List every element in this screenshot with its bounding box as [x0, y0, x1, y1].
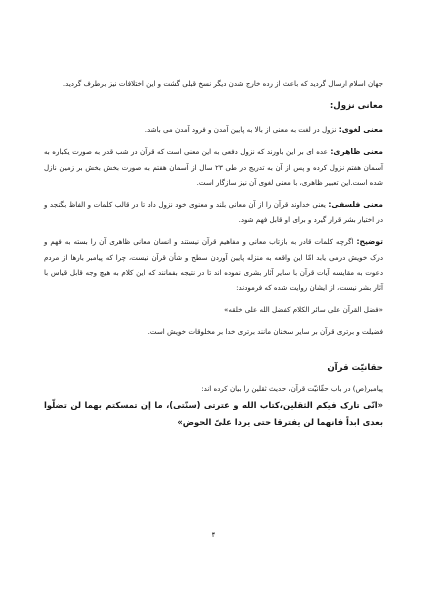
term-apparent: معنی ظاهری:	[330, 147, 383, 157]
apparent-meaning-text: عده ای بر این باورند که نزول دفعی به این معنی است که قرآن در شب قدر به صورت یکباره به آسمان هفتم نزول کرده و پس از آن به تدریج در طی ۲۳ سال از آسمان هفتم به صورت بخش بخش بر زمین نازل شده است.این تعبیر ظاهری، با معنی لغوی آن نیز سازگار است.	[44, 147, 384, 187]
page-content	[44, 76, 383, 431]
philosophical-meaning-paragraph	[44, 197, 383, 227]
virtue-paragraph: فضیلت و برتری قرآن بر سایر سخنان مانند برتری خدا بر مخلوقات خویش است.	[147, 327, 383, 337]
term-philosophical: معنی فلسفی:	[328, 200, 383, 210]
explanation-text: اگرچه کلمات قادر به بازتاب معانی و مفاهیم قرآن نیستند و انسان معانی ظاهری آن را بسته به فهم و درک خویش درمی یابد امّا این واقعه به منزله پایین آوردن سطح و شأن قرآن نیست، چرا که پیامبر بارها از مردم دعوت به مقایسه آیات قرآن با سایر آثار بشری نموده اند تا در نتیجه بفمانند که این کلام به هیچ وجه قابل قیاس با آثار بشر نیست، از ایشان روایت شده که فرمودند:	[44, 237, 383, 293]
page-number: ۴	[211, 531, 216, 539]
explanation-paragraph	[44, 234, 383, 295]
lexical-meaning-paragraph	[44, 122, 383, 137]
term-lexical: معنی لغوی:	[338, 125, 383, 135]
arabic-quote: «فضل القرآن علی سائر الکلام کفضل الله علی خلقه»	[223, 305, 383, 315]
hadith-thaqalayn: «انّی تارک فیکم الثقلین،کتاب الله و عترتی (سنّتی)، ما إن تمسکتم بهما لن تضلّوا بعدی ابداً فانهما لن یفترقا حتی یردا علیّ الحوض»	[44, 399, 383, 427]
philosophical-meaning-text: یعنی خداوند قرآن را از آن معانی بلند و معنوی خود نزول داد تا در قالب کلمات و الفاظ بگنجد و در اختیار بشر قرار گیرد و برای او قابل فهم شود.	[44, 200, 383, 225]
prophet-paragraph: پیامبر(ص) در باب حقّانیّت قرآن، حدیث ثقلین را بیان کرده اند:	[201, 383, 383, 393]
apparent-meaning-paragraph	[44, 144, 383, 190]
intro-paragraph: جهان اسلام ارسال گردید که باعث از رده خارج شدن دیگر نسخ قبلی گشت و این اختلافات نیز برطرف گردید.	[62, 79, 383, 88]
heading-nuzul-meanings: معانی نزول:	[329, 101, 383, 112]
term-explanation: توضیح:	[356, 237, 383, 247]
lexical-meaning-text: نزول در لغت به معنی از بالا به پایین آمدن و فرود آمدن می باشد.	[144, 125, 337, 135]
heading-haqqaniyat: حقانیّت قرآن	[327, 362, 383, 373]
